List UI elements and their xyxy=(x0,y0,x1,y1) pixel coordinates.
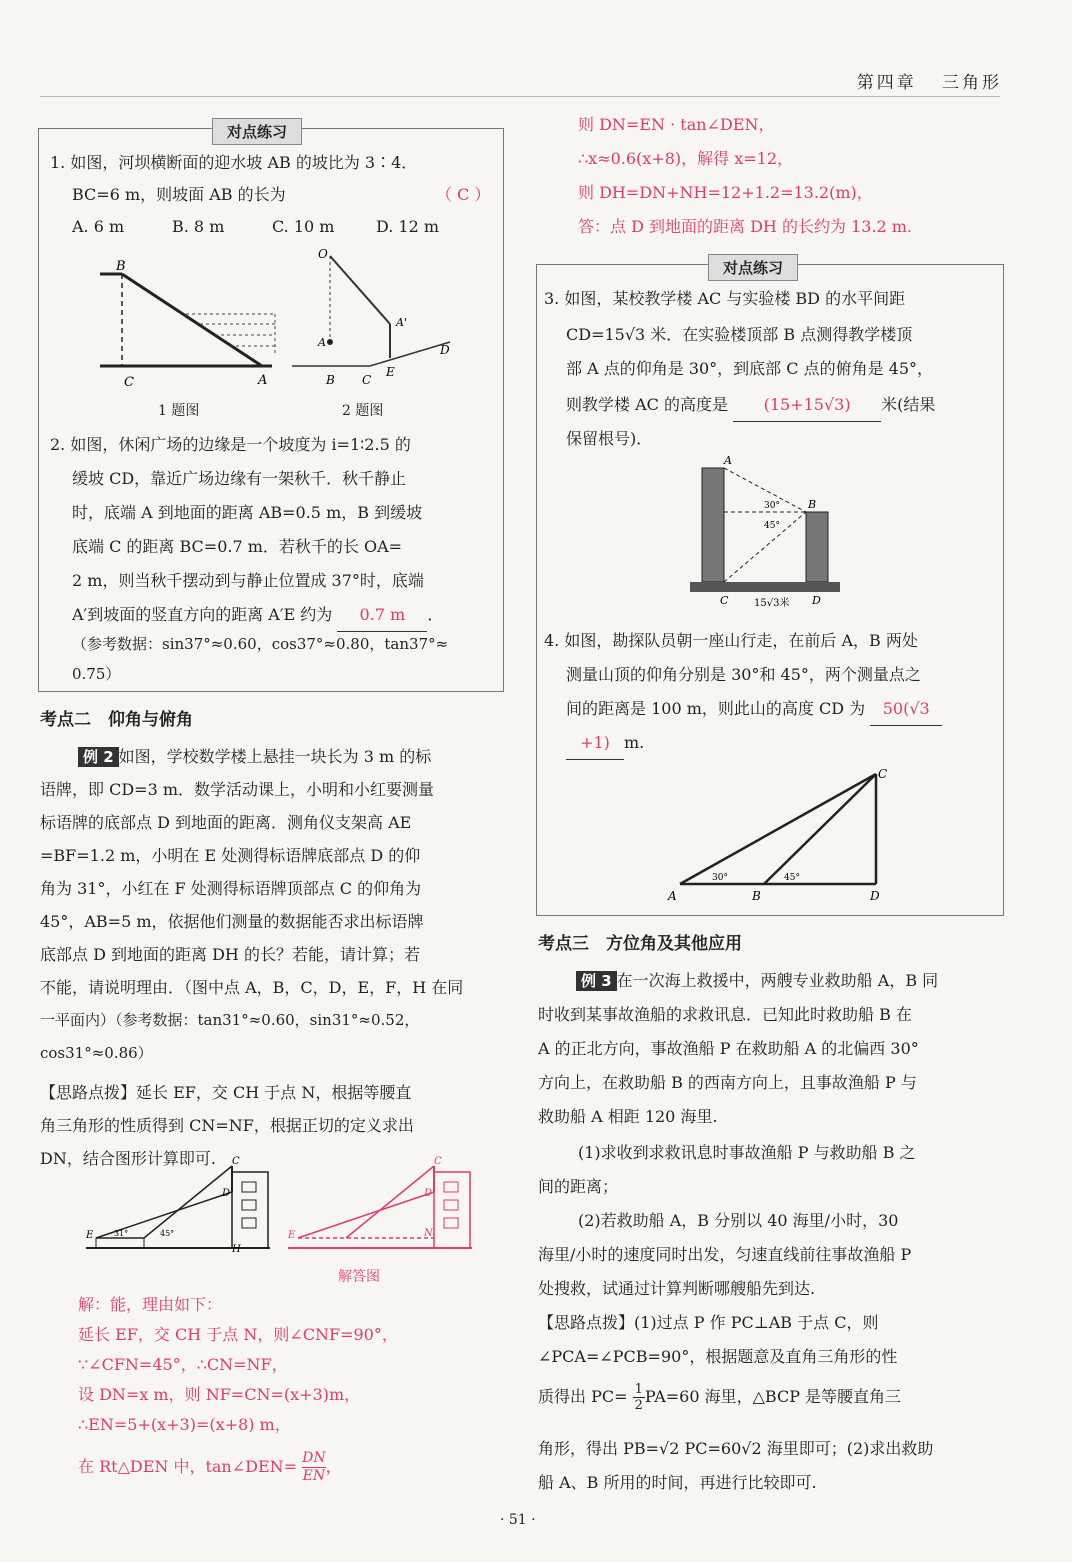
fig3-label-c: C xyxy=(720,594,729,607)
fig2-label-a: A xyxy=(318,336,326,349)
half-denominator: 2 xyxy=(634,1398,643,1413)
fig4-angle-30: 30° xyxy=(712,873,728,883)
solution-line3: ∵∠CFN=45°，∴CN=NF， xyxy=(78,1355,288,1374)
solution-line4: 设 DN=x m，则 NF=CN=(x+3)m， xyxy=(78,1385,361,1404)
hint3-line4: 角形，得出 PB=√2 PC=60√2 海里即可；(2)求出救助 xyxy=(538,1439,934,1458)
q2-line6-text: A′到坡面的竖直方向的距离 A′E 约为 xyxy=(72,605,333,624)
example3-text-1: 在一次海上救援中，两艘专业救助船 A，B 同 xyxy=(616,971,939,990)
q3-line1: 3. 如图，某校教学楼 AC 与实验楼 BD 的水平间距 xyxy=(544,289,906,308)
figure-4-mountain xyxy=(660,764,900,904)
fig4-angle-45: 45° xyxy=(784,873,800,883)
example2-text-1: 如图，学校数学楼上悬挂一块长为 3 m 的标 xyxy=(118,747,432,766)
hint2-line2: 角三角形的性质得到 CN=NF，根据正切的定义求出 xyxy=(40,1116,414,1135)
example2-line9: 一平面内）（参考数据：tan31°≈0.60，sin31°≈0.52， xyxy=(40,1011,420,1029)
header-rule xyxy=(40,96,1000,97)
example2-line2: 语牌，即 CD=3 m．数学活动课上，小明和小红要测量 xyxy=(40,780,435,799)
example3-q1-line1: (1)求收到求救讯息时事故渔船 P 与救助船 B 之 xyxy=(578,1143,916,1162)
fig4-label-d: D xyxy=(870,889,880,903)
chapter-header xyxy=(857,68,1002,93)
fig3-angle-45: 45° xyxy=(764,521,780,531)
example2-line3: 标语牌的底部点 D 到地面的距离．测角仪支架高 AE xyxy=(40,813,412,832)
fig1-label-c: C xyxy=(124,375,134,390)
solution-cont-line2: ∴x≈0.6(x+8)，解得 x=12， xyxy=(578,149,794,168)
fig2-label-b: B xyxy=(326,373,335,387)
example3-q2-line2: 海里/小时的速度同时出发，匀速直线前往事故渔船 P xyxy=(538,1245,912,1264)
hint2-line1: 【思路点拨】延长 EF，交 CH 于点 N，根据等腰直 xyxy=(40,1083,412,1102)
solution-tan-text: 在 Rt△DEN 中，tan∠DEN= xyxy=(78,1457,298,1476)
hint2-line3: DN，结合图形计算即可. xyxy=(40,1149,216,1168)
solution-line2: 延长 EF，交 CH 于点 N，则∠CNF=90°， xyxy=(78,1325,398,1344)
fig1-label-b: B xyxy=(116,259,126,274)
fig3-distance: 15√3米 xyxy=(754,598,790,609)
example2-line8: 不能，请说明理由．（图中点 A，B，C，D，E，F，H 在同 xyxy=(40,978,464,997)
hint3-line2: ∠PCA=∠PCB=90°，根据题意及直角三角形的性 xyxy=(538,1347,898,1366)
window-3 xyxy=(242,1218,256,1228)
chapter-title: 三角形 xyxy=(942,73,1002,93)
label-e: E xyxy=(288,1230,296,1241)
q1-option-d: D. 12 m xyxy=(376,217,440,236)
window-1 xyxy=(444,1182,458,1192)
q2-line5: 2 m，则当秋千摆动到与静止位置成 37°时，底端 xyxy=(72,571,424,590)
solution-cont-line1: 则 DN=EN · tan∠DEN， xyxy=(578,115,775,134)
fig2-label-d: D xyxy=(440,343,450,357)
fig2-label-a1: A' xyxy=(396,316,407,329)
fig4-label-a: A xyxy=(668,889,677,903)
sight-ac xyxy=(680,774,876,884)
label-d: D xyxy=(424,1188,433,1199)
left-box-title: 对点练习 xyxy=(212,118,302,145)
q4-line4-end: m. xyxy=(624,733,645,752)
solution-line5: ∴EN=5+(x+3)=(x+8) m， xyxy=(78,1415,291,1434)
example2-line5: 角为 31°，小红在 F 处测得标语牌顶部点 C 的仰角为 xyxy=(40,879,422,898)
q2-reference-2: 0.75） xyxy=(72,665,121,683)
sight-bc xyxy=(764,774,876,884)
q3-line4-end: 米(结果 xyxy=(881,395,936,414)
figure-1-dam xyxy=(90,252,290,392)
sight-e-d xyxy=(298,1192,434,1238)
label-h: H xyxy=(232,1244,241,1252)
fig1-caption: 1 题图 xyxy=(158,403,200,419)
q2-answer: 0.7 m xyxy=(337,598,427,632)
example3-q2-line1: (2)若救助船 A，B 分别以 40 海里/小时，30 xyxy=(578,1211,899,1230)
example3-label: 例 3 xyxy=(576,971,617,991)
sight-f-c xyxy=(144,1166,232,1238)
example3-line3: A 的正北方向，事故渔船 P 在救助船 A 的北偏西 30° xyxy=(538,1039,919,1058)
figure-2-swing xyxy=(290,242,490,392)
ground-bar xyxy=(690,582,840,592)
fraction-numerator: DN xyxy=(302,1450,326,1466)
window-2 xyxy=(242,1200,256,1210)
hint3-line1: 【思路点拨】(1)过点 P 作 PC⊥AB 于点 C，则 xyxy=(538,1313,879,1332)
fig2-caption: 2 题图 xyxy=(342,403,384,419)
example2-figure xyxy=(82,1152,282,1252)
q4-line4 xyxy=(566,726,644,760)
label-c: C xyxy=(434,1156,442,1167)
example2-answer-figure xyxy=(284,1152,484,1252)
q3-line4-text: 则教学楼 AC 的高度是 xyxy=(566,395,728,414)
solution-line6-end: ， xyxy=(325,1457,342,1476)
answer-figure-caption: 解答图 xyxy=(338,1269,380,1285)
q2-line6-end: ． xyxy=(427,605,444,624)
solution-line1: 解：能，理由如下： xyxy=(78,1295,223,1314)
label-31: 31° xyxy=(114,1229,129,1238)
hint3-line5: 船 A、B 所用的时间，再进行比较即可. xyxy=(538,1473,817,1492)
example2-label: 例 2 xyxy=(78,747,119,767)
fraction-denominator: EN xyxy=(302,1468,326,1484)
figure-3-buildings xyxy=(690,450,850,610)
window-3 xyxy=(444,1218,458,1228)
teaching-building-ac xyxy=(702,468,724,582)
fig3-label-b: B xyxy=(808,498,817,511)
q4-answer-part1: 50(√3 xyxy=(870,692,942,726)
example3-line1 xyxy=(576,964,1006,998)
lab-building-bd xyxy=(806,512,828,582)
example2-line4: =BF=1.2 m，小明在 E 处测得标语牌底部点 D 的仰 xyxy=(40,846,421,865)
half-numerator: 1 xyxy=(634,1382,643,1397)
q1-option-a: A. 6 m xyxy=(72,217,125,236)
fig3-angle-30: 30° xyxy=(764,501,780,511)
q1-answer: （ C ） xyxy=(436,185,491,204)
label-45: 45° xyxy=(160,1229,175,1238)
solution-cont-line3: 则 DH=DN+NH=12+1.2=13.2(m)， xyxy=(578,183,873,202)
fig2-label-c: C xyxy=(362,373,372,387)
fig4-label-b: B xyxy=(752,889,761,903)
q2-line2: 缓坡 CD，靠近广场边缘有一架秋千．秋千静止 xyxy=(72,469,407,488)
q4-answer-part2: +1) xyxy=(566,726,624,760)
fig4-label-c: C xyxy=(878,767,888,781)
q3-line2: CD=15√3 米．在实验楼顶部 B 点测得教学楼顶 xyxy=(566,325,913,344)
fig2-label-e: E xyxy=(386,365,395,379)
q3-line3: 部 A 点的仰角是 30°，到底部 C 点的俯角是 45°， xyxy=(566,359,934,378)
example3-line4: 方向上，在救助船 B 的西南方向上，且事故渔船 P 与 xyxy=(538,1073,917,1092)
fraction-dn-en xyxy=(302,1450,325,1485)
section3-title: 考点三 方位角及其他应用 xyxy=(538,934,742,954)
fig3-label-a: A xyxy=(724,454,732,467)
example3-line5: 救助船 A 相距 120 海里. xyxy=(538,1107,718,1126)
q4-line3-text: 间的距离是 100 m，则此山的高度 CD 为 xyxy=(566,699,866,718)
example3-q1-line2: 间的距离； xyxy=(538,1177,619,1196)
label-n: N xyxy=(424,1228,433,1239)
fig3-label-d: D xyxy=(812,594,821,607)
swing-rope xyxy=(330,256,390,324)
section2-title: 考点二 仰角与俯角 xyxy=(40,710,193,730)
chapter-number: 第四章 xyxy=(856,73,917,93)
q1-option-b: B. 8 m xyxy=(172,217,225,236)
q1-line1: 1. 如图，河坝横断面的迎水坡 AB 的坡比为 3∶4． xyxy=(50,153,418,172)
example2-line6: 45°，AB=5 m，依据他们测量的数据能否求出标语牌 xyxy=(40,912,424,931)
fig1-label-a: A xyxy=(258,373,268,388)
q2-reference-1: （参考数据：sin37°≈0.60，cos37°≈0.80，tan37°≈ xyxy=(72,635,449,653)
example3-line2: 时收到某事故渔船的求救讯息．已知此时救助船 B 在 xyxy=(538,1005,912,1024)
q2-line3: 时，底端 A 到地面的距离 AB=0.5 m，B 到缓坡 xyxy=(72,503,423,522)
q4-line3 xyxy=(566,692,1002,726)
solution-cont-line4: 答：点 D 到地面的距离 DH 的长约为 13.2 m. xyxy=(578,217,913,236)
hint3-line3 xyxy=(538,1380,1008,1413)
q2-line4: 底端 C 的距离 BC=0.7 m．若秋千的长 OA= xyxy=(72,537,403,556)
label-c: C xyxy=(232,1156,240,1167)
q4-line1: 4. 如图，勘探队员朝一座山行走，在前后 A，B 两处 xyxy=(544,631,918,650)
page-number: · 51 · xyxy=(500,1512,536,1528)
q3-line4 xyxy=(566,388,1002,422)
example3-q2-line3: 处搜救，试通过计算判断哪艘船先到达. xyxy=(538,1279,816,1298)
window-1 xyxy=(242,1182,256,1192)
right-box-title: 对点练习 xyxy=(708,254,798,281)
slope-cd xyxy=(370,342,450,366)
q1-line2: BC=6 m，则坡面 AB 的长为 xyxy=(72,185,286,204)
q1-option-c: C. 10 m xyxy=(272,217,335,236)
q4-line2: 测量山顶的仰角分别是 30°和 45°，两个测量点之 xyxy=(566,665,921,684)
q3-line5: 保留根号)． xyxy=(566,429,653,448)
example2-line7: 底部点 D 到地面的距离 DH 的长？若能，请计算；若 xyxy=(40,945,420,964)
label-d: D xyxy=(222,1188,231,1199)
hint3-line3-text: 质得出 PC= xyxy=(538,1387,628,1406)
fig2-label-o: O xyxy=(318,247,328,261)
window-2 xyxy=(444,1200,458,1210)
sight-f-c xyxy=(346,1166,434,1238)
solution-line6 xyxy=(78,1450,508,1485)
example2-line1 xyxy=(78,740,508,774)
q2-line6 xyxy=(72,598,502,632)
label-e: E xyxy=(86,1230,94,1241)
fraction-half xyxy=(633,1382,645,1413)
example2-line10: cos31°≈0.86） xyxy=(40,1044,153,1062)
hint3-line3-end: PA=60 海里，△BCP 是等腰直角三 xyxy=(644,1387,902,1406)
q3-answer: (15+15√3) xyxy=(733,388,881,422)
slope-ab xyxy=(122,274,262,366)
q2-line1: 2. 如图，休闲广场的边缘是一个坡度为 i=1∶2.5 的 xyxy=(50,435,411,454)
swing-seat xyxy=(327,339,333,345)
